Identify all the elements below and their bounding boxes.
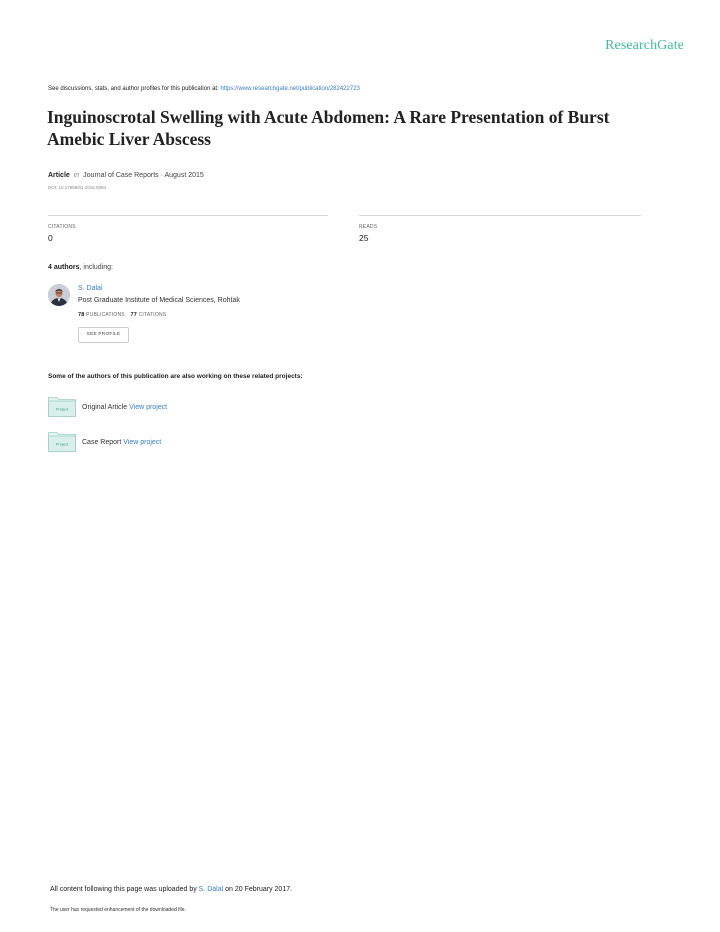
author-name-link[interactable]: S. Dalal [78, 285, 103, 292]
doi: DOI: 10.17659/01.2015.0094 [48, 185, 107, 190]
author-avatar[interactable] [48, 284, 70, 306]
author-counts [78, 312, 166, 318]
meta-in-word: in [73, 172, 80, 179]
authors-count: 4 authors [48, 264, 80, 271]
reads-value: 25 [359, 233, 369, 243]
authors-line [48, 264, 113, 271]
publication-meta [48, 172, 204, 179]
upload-info [50, 886, 292, 893]
project-item [82, 404, 167, 411]
author-citations-label: CITATIONS [138, 312, 167, 318]
authors-suffix: , including: [79, 264, 113, 271]
project-name: Case Report [82, 439, 122, 446]
publication-title: Inguinoscrotal Swelling with Acute Abdomen: A Rare Presentation of Burst Amebic Liver Abscess [47, 107, 610, 149]
avatar-portrait-icon [48, 284, 70, 306]
related-projects-heading: Some of the authors of this publication are also working on these related projects: [48, 373, 303, 380]
see-profile-button[interactable]: SEE PROFILE [78, 327, 129, 343]
project-folder-icon[interactable] [48, 430, 76, 452]
project-name: Original Article [82, 404, 128, 411]
divider-left [48, 215, 328, 216]
view-project-link[interactable]: View project [129, 404, 168, 411]
project-folder-icon[interactable] [48, 395, 76, 417]
author-citations-count: 77 [130, 312, 137, 318]
publication-type: Article [48, 172, 70, 179]
journal-info: Journal of Case Reports · August 2015 [83, 172, 204, 179]
publications-count: 78 [78, 312, 85, 318]
enhancement-note: The user has requested enhancement of the downloaded file. [50, 907, 186, 913]
upload-prefix: All content following this page was uploaded by [50, 886, 199, 893]
project-item [82, 439, 161, 446]
publications-label: PUBLICATIONS [86, 312, 125, 318]
citations-label: CITATIONS [48, 224, 76, 230]
citations-value: 0 [48, 233, 53, 243]
see-discussions-line [48, 86, 360, 92]
view-project-link[interactable]: View project [123, 439, 162, 446]
project-icon-label: Project [55, 406, 69, 412]
project-icon-label: Project [55, 441, 69, 447]
publication-url-link[interactable]: https://www.researchgate.net/publication/282422723 [220, 86, 360, 92]
see-line-prefix: See discussions, stats, and author profiles for this publication at: [48, 86, 221, 92]
upload-suffix: on 20 February 2017. [223, 886, 293, 893]
uploader-link[interactable]: S. Dalal [198, 886, 224, 893]
reads-label: READS [359, 224, 378, 230]
author-affiliation: Post Graduate Institute of Medical Sciences, Rohtak [78, 297, 240, 304]
divider-right [359, 215, 641, 216]
researchgate-logo[interactable]: ResearchGate [605, 38, 684, 53]
